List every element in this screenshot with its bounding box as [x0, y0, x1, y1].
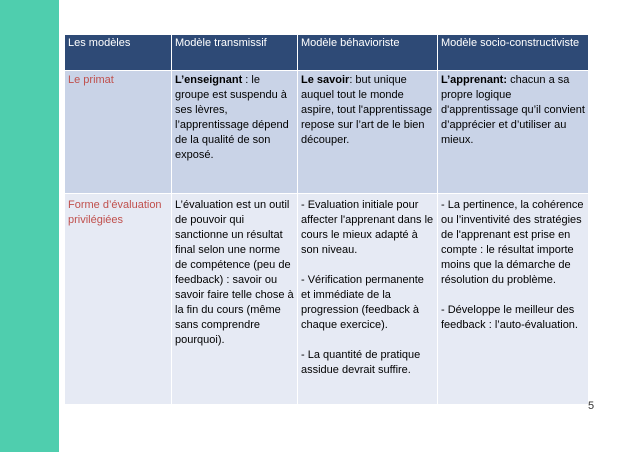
header-cell-models: Les modèles [65, 35, 172, 71]
row-label-evaluation: Forme d’évaluation privilégiées [65, 194, 172, 405]
cell-evaluation-transmissif: L’évaluation est un outil de pouvoir qui sanctionne un résultat final selon une norme de compétence (peu de feedback) : savoir ou savoir faire telle chose à la fin du cours (même sans comprendre pourquoi). [172, 194, 298, 405]
cell-primat-transmissif [172, 71, 298, 194]
row-label-primat: Le primat [65, 71, 172, 194]
table-row-evaluation [65, 194, 589, 405]
list-item: - La pertinence, la cohérence ou l’inventivité des stratégies de l'apprenant est prise en compte : le résultat importe moins que la démarche de résolution du problème. [441, 199, 584, 286]
table-header-row [65, 35, 589, 71]
term-enseignant: L’enseignant [175, 74, 243, 86]
list-item: - Evaluation initiale pour affecter l'apprenant dans le cours le mieux adapté à son niveau. [301, 199, 434, 256]
cell-evaluation-socio [438, 194, 589, 405]
cell-text: chacun a sa propre logique d'apprentissage qu’il convient d’apprécier et d’utiliser au mieux. [441, 74, 585, 146]
header-cell-transmissif: Modèle transmissif [172, 35, 298, 71]
cell-primat-behavioriste [298, 71, 438, 194]
models-comparison-table [64, 34, 589, 405]
header-cell-behavioriste: Modèle béhavioriste [298, 35, 438, 71]
term-apprenant: L’apprenant: [441, 74, 508, 86]
list-item: - La quantité de pratique assidue devrait suffire. [301, 349, 421, 376]
cell-evaluation-behavioriste [298, 194, 438, 405]
cell-primat-socio [438, 71, 589, 194]
list-item: - Développe le meilleur des feedback : l’auto-évaluation. [441, 304, 578, 331]
page-number: 5 [588, 400, 595, 412]
cell-text: : le groupe est suspendu à ses lèvres, l’apprentissage dépend de la qualité de son exposé. [175, 74, 289, 161]
table-row-primat [65, 71, 589, 194]
side-accent-bar [0, 0, 59, 452]
header-cell-socio-constructiviste: Modèle socio-constructiviste [438, 35, 589, 71]
cell-text: : but unique auquel tout le monde aspire, tout l'apprentissage repose sur l’art de le bien découper. [301, 74, 433, 146]
term-savoir: Le savoir [301, 74, 350, 86]
list-item: - Vérification permanente et immédiate de la progression (feedback à chaque exercice). [301, 274, 424, 331]
